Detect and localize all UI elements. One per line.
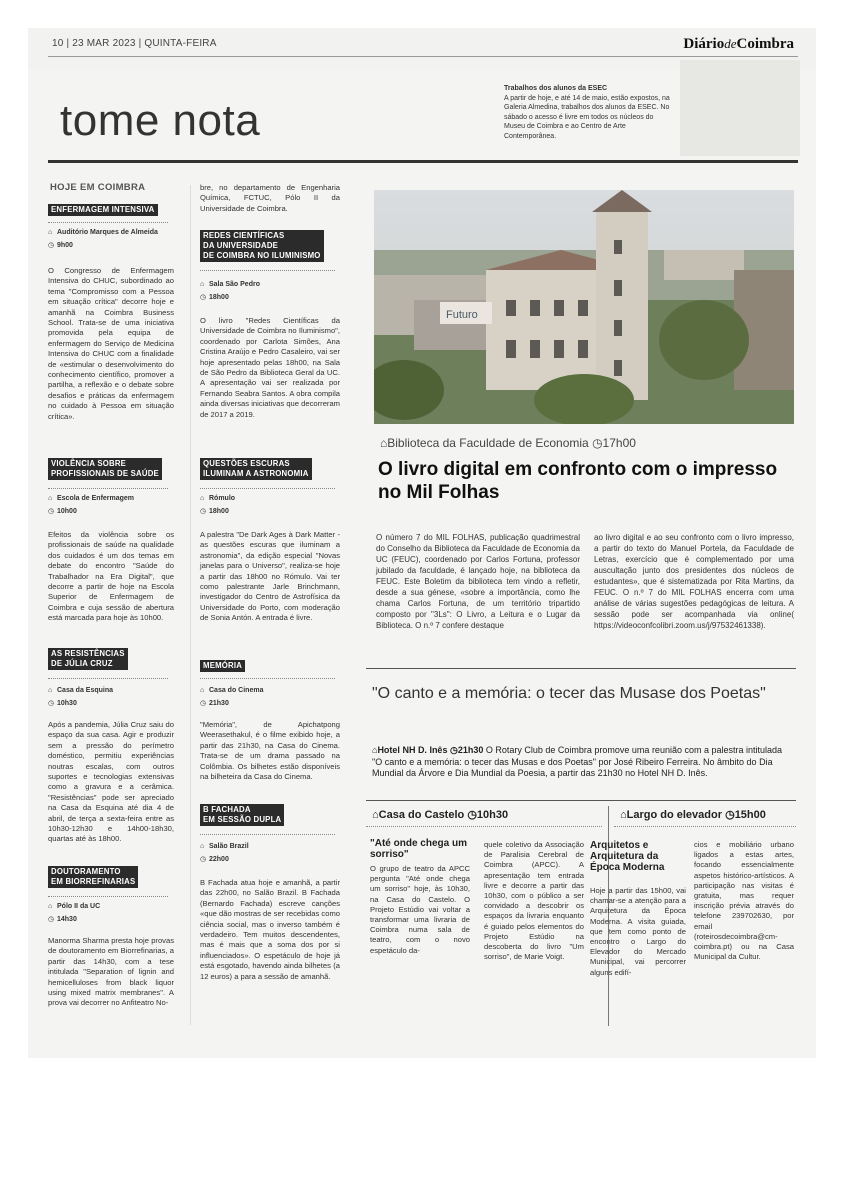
tag-enfermagem: ENFERMAGEM INTENSIVA [48, 204, 158, 216]
event-place: ⌂ Casa da Esquina [48, 687, 114, 694]
tag-questoes: QUESTÕES ESCURAS ILUMINAM A ASTRONOMIA [200, 458, 312, 480]
event-time: ◷ 9h00 [48, 242, 73, 249]
feature-photo [374, 190, 794, 424]
clock-icon: ◷ [592, 436, 603, 450]
home-icon: ⌂ [48, 903, 53, 910]
julia-text: Após a pandemia, Júlia Cruz saiu do espaço da sua casa. Agir e produzir sem a pressão do perímetro doméstico, permitiu experiências noutras escalas, com outros suportes e tecnologias extensivas como a gravura e a cerâmica. "Resistências" pode ser apreciado na Casa da Esquina até dia 4 de abril, de terça a sexta-feira entre as 10h30-12h30 e 14h00-18h30, quartas até às 18h00. [48, 720, 174, 844]
event-place: ⌂ Pólo II da UC [48, 903, 101, 910]
bleed-through-strip [680, 60, 800, 156]
masthead-de: de [724, 36, 737, 51]
divider [614, 826, 796, 827]
divider [200, 834, 335, 835]
home-icon: ⌂ [380, 436, 388, 450]
home-icon: ⌂ [372, 809, 379, 821]
divider [200, 270, 335, 271]
home-icon: ⌂ [200, 687, 205, 694]
castelo-text-a: O grupo de teatro da APCC pergunta "Até onde chega um sorriso" hoje, às 10h30, na Casa do Castelo. O Projeto Estúdio vai voltar a transformar uma livraria de Coimbra numa sala de teatro, com o novo espetáculo da- [370, 864, 470, 955]
doutoramento-text: Manorma Sharma presta hoje provas de doutoramento em Biorrefinarias, a partir das 14h30, com a tese intitulada "Separation of lignin and hemicelluloses from black liquor using mixed matrix membranes". A prova vai decorrer no Anfiteatro No- [48, 936, 174, 1008]
esec-text: A partir de hoje, e até 14 de maio, estão expostos, na Galeria Almedina, trabalhos dos alunos da ESEC. No sábado o acesso é livre em todos os núcleos do Museu de Coimbra e ao Centro de Arte Contemporânea. [504, 94, 670, 140]
clock-icon: ◷ [200, 856, 207, 863]
tag-memoria: MEMÓRIA [200, 660, 245, 672]
elevador-header: ⌂Largo do elevador ◷15h00 [620, 809, 766, 821]
elevador-title: Arquitetos e Arquitetura da Época Moderna [590, 840, 665, 873]
event-time: ◷ 18h00 [200, 508, 229, 515]
redes-text: O livro "Redes Científicas da Universidade de Coimbra no Iluminismo", coordenado por Carlota Simões, Ana Cristina Araújo e Pedro Casaleiro, vai ser hoje apresentado pelas 18h00, na Sala de São Pedro da Biblioteca Geral da UC. A apresentação vai ser realizada por Fernando Seabra Santos. A obra compila ainda diversas iniciativas que decorreram de 2017 a 2019. [200, 316, 340, 419]
home-icon: ⌂ [48, 495, 53, 502]
canto-body: ⌂Hotel NH D. Inês ◷21h30 O Rotary Club de Coimbra promove uma reunião com a palestra intitulada "O canto e a memória: o tecer das Musas e dos Poetas" por José Ribeiro Ferreira. No âmbito do Dia Mundial da Árvore e Dia Mundial da Poesia, a partir das 21h30 no Hotel NH D. Inês. [372, 745, 783, 778]
clock-icon: ◷ [467, 809, 477, 821]
event-time: ◷ 10h30 [48, 700, 77, 707]
masthead-main: Diário [683, 36, 725, 52]
bfachada-text: B Fachada atua hoje e amanhã, a partir das 22h00, no Salão Brazil. B Fachada (Bernardo Fachada) escreve canções «que dão mostras de ser recebidas como ciência social, mas o inverso também é verdadeiro. Tem muitos descendentes, mas é mais que a soma dos por si influenciados». O espetáculo de hoje já está esgotado, havendo ainda bilhetes (a 12 euros) a para a sessão de amanhã. [200, 878, 340, 981]
home-icon: ⌂ [620, 809, 627, 821]
divider [48, 488, 168, 489]
clock-icon: ◷ [200, 294, 207, 301]
clock-icon: ◷ [200, 700, 207, 707]
home-icon: ⌂ [48, 229, 53, 236]
castelo-text-b: quele coletivo da Associação de Paralisia Cerebral de Coimbra (APCC). A apresentação tem entrada livre e decorre a partir das 10h30, com o público a ser convidado a descobrir os espaços da livraria enquanto é guiado pelos elementos do Projeto Estúdio na descoberta do livro "Um sorriso", de Marie Voigt. [484, 840, 584, 962]
feature-location: ⌂Biblioteca da Faculdade de Economia ◷17h00 [380, 436, 636, 450]
event-place: ⌂ Sala São Pedro [200, 281, 260, 288]
elevador-text-b: cios e mobiliário urbano ligados a estas artes, focando essencialmente aspetos histórico-artísticos. A participação nas visitas é gratuita, mas requer inscrição prévia através do telefone 239702630, por email (roteirosdecoimbra@cm-coimbra.pt) ou na Casa Municipal da Cultur. [694, 840, 794, 962]
tag-bfachada: B FACHADA EM SESSÃO DUPLA [200, 804, 284, 826]
clock-icon: ◷ [200, 508, 207, 515]
memoria-text: "Memória", de Apichatpong Weerasethakul, é o filme exibido hoje, a partir das 21h30, na Casa do Cinema. Trata-se de um drama passado na Colômbia. Os bilhetes estão disponíveis na bilheteira da Casa do Cinema. [200, 720, 340, 782]
event-place: ⌂ Rómulo [200, 495, 236, 502]
column-separator [190, 185, 191, 1025]
hoje-label: HOJE EM COIMBRA [50, 182, 146, 193]
clock-icon: ◷ [48, 700, 55, 707]
page-info: 10 | 23 MAR 2023 | QUINTA-FEIRA [52, 38, 217, 49]
castelo-header: ⌂Casa do Castelo ◷10h30 [372, 809, 509, 821]
event-time: ◷ 14h30 [48, 916, 77, 923]
header-rule [48, 56, 798, 57]
futuro-sign: Futuro [446, 309, 478, 321]
divider [200, 488, 335, 489]
divider [48, 678, 168, 679]
tag-redes: REDES CIENTÍFICAS DA UNIVERSIDADE DE COIMBRA NO ILUMINISMO [200, 230, 324, 262]
feature-text-col2: ao livro digital e ao seu confronto com o livro impresso, a partir do texto do Manuel Portela, da Faculdade de Letras, exercício que é complementado por uma auscultação junto dos presidentes dos núcleos de estudantes», que é sistematizada por Rita Martins, da FEUC. O n.º 7 do MIL FOLHAS encerra com uma análise de várias sugestões pedagógicas de leitura. A sessão pode ser acompanhada via online( https://videoconfcolibri.zoom.us/j/97532461338). [594, 533, 794, 630]
section-divider [366, 800, 796, 801]
continued-text: bre, no departamento de Engenharia Química, FCTUC, Pólo II da Universidade de Coimbra. [200, 183, 340, 213]
tag-julia: AS RESISTÊNCIAS DE JÚLIA CRUZ [48, 648, 128, 670]
feature-title: O livro digital em confronto com o impresso no Mil Folhas [378, 459, 778, 503]
home-icon: ⌂ [200, 281, 205, 288]
event-place: ⌂ Auditório Marques de Almeida [48, 229, 158, 236]
tag-doutoramento: DOUTORAMENTO EM BIORREFINARIAS [48, 866, 138, 888]
library-building-illustration [374, 190, 794, 424]
castelo-title: "Até onde chega um sorriso" [370, 838, 467, 860]
section-divider [366, 668, 796, 669]
home-icon: ⌂ [48, 687, 53, 694]
clock-icon: ◷ [48, 916, 55, 923]
divider [48, 896, 168, 897]
divider [200, 678, 335, 679]
enfermagem-text: O Congresso de Enfermagem Intensiva do CHUC, subordinado ao tema "Compromisso com a Pessoa em situação crítica" decorre hoje e amanhã na Coimbra Business School. Trata-se de uma iniciativa promovida pela equipa de enfermagem do Serviço de Medicina Intensiva do CHUC com a finalidade de «estimular o desenvolvimento do conhecimento científico, promover a partilha, a reflexão e o debate sobre desafios e práticas da enfermagem no cuidado à Pessoa em situação crítica». [48, 266, 174, 421]
event-time: ◷ 22h00 [200, 856, 229, 863]
questoes-text: A palestra "De Dark Ages à Dark Matter - as questões escuras que iluminam a astronomia", da edição especial "Novas janelas para o Universo", realiza-se hoje a partir das 18h00 no Rómulo. Vai ter como palestrante Jarle Brinchmann, investigador do Centro de Astrofísica da Universidade do Porto, com moderação de Sonia Antón. A entrada é livre. [200, 530, 340, 623]
clock-icon: ◷ [725, 809, 735, 821]
esec-note [504, 84, 674, 141]
section-rule [48, 160, 798, 163]
event-place: ⌂ Salão Brazil [200, 843, 249, 850]
home-icon: ⌂ [200, 495, 205, 502]
divider [48, 222, 168, 223]
event-time: ◷ 18h00 [200, 294, 229, 301]
masthead [683, 36, 794, 53]
event-place: ⌂ Escola de Enfermagem [48, 495, 135, 502]
violencia-text: Efeitos da violência sobre os profissionais de saúde na qualidade dos cuidados é um dos temas em debate do encontro "Saúde do Trabalhador na Era Digital", que decorre a partir de hoje na Escola Superior de Enfermagem de Coimbra e cuja sessão de abertura está marcada para hoje às 10h00. [48, 530, 174, 623]
section-title: tome nota [60, 96, 261, 145]
clock-icon: ◷ [48, 242, 55, 249]
event-time: ◷ 10h00 [48, 508, 77, 515]
tag-violencia: VIOLÊNCIA SOBRE PROFISSIONAIS DE SAÚDE [48, 458, 162, 480]
home-icon: ⌂ [372, 745, 378, 755]
event-time: ◷ 21h30 [200, 700, 229, 707]
elevador-text-a: Hoje a partir das 15h00, vai chamar-se a atenção para a Arquitetura da Época Moderna. A visita guiada, que tem como ponto de encontro o Largo do Elevador do Mercado Municipal, vai percorrer alguns edifí- [590, 886, 686, 977]
event-place: ⌂ Casa do Cinema [200, 687, 264, 694]
clock-icon: ◷ [48, 508, 55, 515]
divider [366, 826, 602, 827]
home-icon: ⌂ [200, 843, 205, 850]
feature-text-col1: O número 7 do MIL FOLHAS, publicação quadrimestral do Conselho da Biblioteca da Faculdade de Economia da UC (FEUC), coordenado por Carlos Fortuna, professor jubilado da faculdade, é lançado hoje, na biblioteca da FEUC. Este Boletim da biblioteca tem vindo a refletir, desde a sua génese, «sobre a importância, como lhe chama Carlos Fortuna, de um território tripartido composto por "3Ls": O Livro, a Leitura e o Lugar da Biblioteca. O n.º 7 confere destaque [376, 533, 580, 630]
esec-title: Trabalhos dos alunos da ESEC [504, 85, 608, 92]
masthead-city: Coimbra [736, 36, 794, 52]
clock-icon: ◷ [449, 745, 458, 755]
canto-title: "O canto e a memória: o tecer das Musase dos Poetas" [372, 685, 766, 702]
